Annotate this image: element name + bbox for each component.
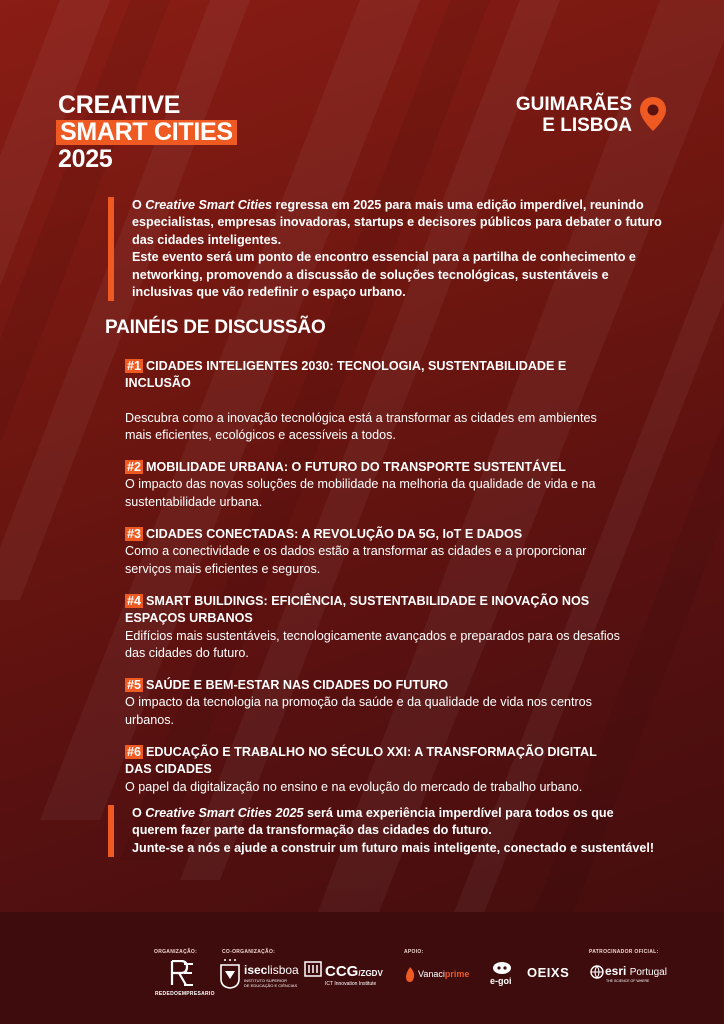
panel-description: Como a conectividade e os dados estão a transformar as cidades e a proporcionar serviços mais eficientes e seguros.: [125, 544, 587, 576]
rede-do-empresario-logo-icon: [170, 960, 194, 986]
event-name-italic: Creative Smart Cities: [145, 198, 272, 212]
event-location: [516, 94, 632, 136]
egoi-mark-icon: [492, 961, 512, 975]
isec-subtitle: INSTITUTO SUPERIOR DE EDUCAÇÃO E CIÊNCIAS: [244, 978, 298, 988]
panel-3: [125, 526, 625, 578]
vanaciprime-flame-icon: [404, 966, 416, 983]
panel-title: SMART BUILDINGS: EFICIÊNCIA, SUSTENTABILIDADE E INOVAÇÃO NOS ESPAÇOS URBANOS: [125, 593, 590, 626]
panel-description: O impacto das novas soluções de mobilidade na melhoria da qualidade de vida e na sustentabilidade urbana.: [125, 477, 596, 509]
panel-number-badge: #2: [127, 460, 142, 475]
panel-number-badge: #3: [127, 527, 142, 542]
panel-number-badge: #4: [127, 593, 142, 608]
ccg-grid-icon: [304, 961, 322, 977]
closing-block: [108, 805, 662, 857]
panel-title: CIDADES CONECTADAS: A REVOLUÇÃO DA 5G, IoT E DADOS: [146, 527, 523, 542]
panel-4: [125, 593, 625, 662]
panel-description: O impacto da tecnologia na promoção da saúde e da qualidade de vida nos centros urbanos.: [125, 695, 592, 727]
oeixs-logo-text: OEIXS: [527, 965, 570, 980]
panel-title: CIDADES INTELIGENTES 2030: TECNOLOGIA, SUSTENTABILIDADE E INCLUSÃO: [125, 359, 567, 391]
esri-logo-text: esri Portugal: [605, 964, 667, 978]
closing-paragraph-2: Junte-se a nós e ajude a construir um futuro mais inteligente, conectado e sustentável!: [132, 840, 655, 855]
panel-5: [125, 677, 625, 729]
panel-description: Descubra como a inovação tecnológica está a transformar as cidades em ambientes mais eficientes, ecológicos e acessíveis a todos.: [125, 410, 597, 442]
panels-heading: PAINÉIS DE DISCUSSÃO: [105, 317, 326, 338]
panel-1: [125, 358, 625, 444]
panels-list: [125, 358, 625, 811]
panel-title: EDUCAÇÃO E TRABALHO NO SÉCULO XXI: A TRANSFORMAÇÃO DIGITAL DAS CIDADES: [125, 745, 597, 777]
ccg-subtitle: ICT Innovation Institute: [325, 981, 377, 987]
intro-paragraph-1: O Creative Smart Cities regressa em 2025 para mais uma edição imperdível, reunindo especialistas, empresas inovadoras, startups e decisores públicos para debater o futuro das cidades inteligentes.: [132, 198, 662, 247]
official-sponsor-label: PATROCINADOR OFICIAL:: [589, 949, 659, 955]
vanaciprime-logo-text: Vanaciprime: [418, 969, 470, 979]
panel-number-badge: #6: [127, 745, 142, 760]
isec-shield-icon: [220, 959, 240, 989]
support-label: APOIO:: [404, 949, 424, 955]
map-pin-icon: [638, 96, 668, 132]
co-organization-label: CO-ORGANIZAÇÃO:: [222, 949, 276, 955]
isec-logo-text: iseclisboa: [244, 963, 299, 977]
panel-number-badge: #5: [127, 678, 142, 693]
panel-description: Edifícios mais sustentáveis, tecnologicamente avançados e preparados para os desafios das cidades do futuro.: [125, 628, 620, 660]
panel-title: MOBILIDADE URBANA: O FUTURO DO TRANSPORTE SUSTENTÁVEL: [146, 460, 566, 475]
panel-6: [125, 744, 625, 796]
title-line-1: CREATIVE: [58, 91, 181, 119]
egoi-logo-text: e-goi: [490, 976, 512, 986]
panel-title: SAÚDE E BEM-ESTAR NAS CIDADES DO FUTURO: [146, 678, 449, 693]
title-line-2-highlight: SMART CITIES: [56, 120, 237, 145]
closing-paragraph-1: O Creative Smart Cities 2025 será uma experiência imperdível para todos os que querem fazer parte da transformação das cidades do futuro.: [132, 806, 614, 838]
panel-description: O papel da digitalização no ensino e na evolução do mercado de trabalho urbano.: [125, 779, 583, 794]
rede-do-empresario-text: REDEDOEMPRESARIO: [155, 991, 215, 997]
esri-globe-icon: [590, 965, 604, 979]
event-title: [58, 92, 237, 173]
panel-2: [125, 459, 625, 511]
panel-number-badge: #1: [127, 359, 142, 373]
location-line-1: GUIMARÃES: [515, 94, 632, 115]
title-line-3: 2025: [58, 145, 113, 173]
intro-block: [108, 197, 662, 301]
esri-tagline: THE SCIENCE OF WHERE: [606, 979, 650, 983]
organization-label: ORGANIZAÇÃO:: [154, 949, 198, 955]
location-line-2: E LISBOA: [542, 115, 632, 136]
intro-paragraph-2: Este evento será um ponto de encontro essencial para a partilha de conhecimento e networking, promovendo a discussão de soluções tecnológicas, sustentáveis e inclusivas que vão redefinir o espaço urbano.: [132, 250, 636, 300]
ccg-logo-text: CCG/ZGDV: [325, 963, 383, 980]
event-name-italic: Creative Smart Cities 2025: [145, 806, 304, 820]
